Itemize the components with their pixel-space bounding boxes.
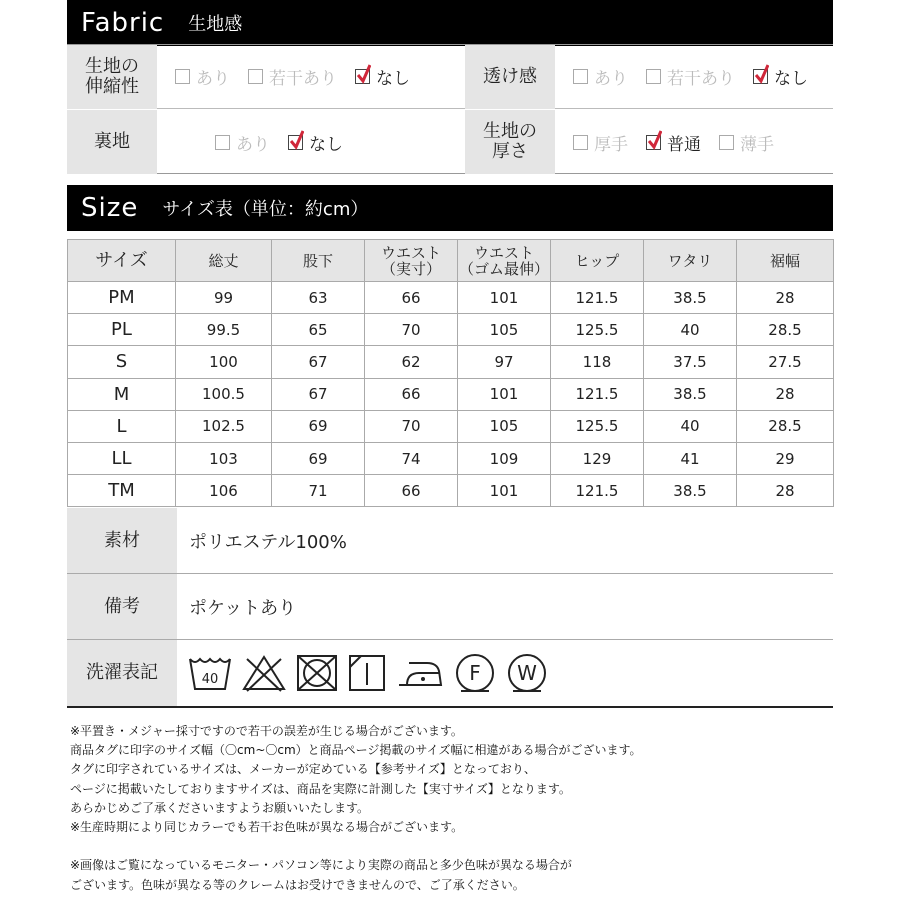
size-value-cell: 70: [365, 314, 458, 346]
size-header-cell: ウエスト （ゴム最伸）: [458, 240, 551, 282]
thickness-option-label: 薄手: [740, 134, 774, 155]
size-value-cell: 38.5: [644, 378, 737, 410]
table-row: [68, 475, 834, 507]
table-row: [68, 378, 834, 410]
table-row: [68, 282, 834, 314]
checked-box-icon: [288, 135, 303, 150]
note-line: [70, 837, 642, 856]
size-value-cell: 70: [365, 410, 458, 442]
note-line: あらかじめご了承くださいますようお願いいたします。: [70, 800, 370, 815]
size-table-header: [68, 240, 834, 282]
lining-option-1: [288, 130, 343, 155]
size-value-cell: 102.5: [176, 410, 272, 442]
dry-clean-letter: F: [469, 661, 481, 685]
iron-low-icon: [395, 653, 445, 693]
sheer-option-1: [646, 64, 735, 89]
size-value-cell: 62: [365, 346, 458, 378]
size-value-cell: 66: [365, 475, 458, 507]
notes: [70, 722, 642, 895]
stretch-option-1: [248, 64, 337, 89]
fabric-title-en: Fabric: [81, 8, 165, 38]
size-value-cell: 67: [272, 346, 365, 378]
size-value-cell: 121.5: [551, 378, 644, 410]
note-line: ※画像はご覧になっているモニター・パソコン等により実際の商品と多少色味が異なる場合が: [70, 858, 572, 873]
size-value-cell: 105: [458, 410, 551, 442]
checkbox-icon: [646, 69, 661, 84]
size-header-cell: 裾幅: [737, 240, 834, 282]
size-value-cell: 28.5: [737, 410, 834, 442]
size-value-cell: 118: [551, 346, 644, 378]
material-row: [67, 508, 833, 574]
size-value-cell: 38.5: [644, 475, 737, 507]
size-value-cell: 41: [644, 442, 737, 474]
lining-option-0: [215, 130, 270, 155]
wash-40-icon: [187, 653, 233, 693]
size-header-cell: サイズ: [68, 240, 176, 282]
size-value-cell: 69: [272, 442, 365, 474]
size-value-cell: 63: [272, 282, 365, 314]
dry-clean-f-icon: [453, 651, 497, 695]
size-value-cell: 129: [551, 442, 644, 474]
size-value-cell: 37.5: [644, 346, 737, 378]
table-row: [68, 314, 834, 346]
size-value-cell: 69: [272, 410, 365, 442]
size-value-cell: 100.5: [176, 378, 272, 410]
size-value-cell: 74: [365, 442, 458, 474]
stretch-option-0: [175, 64, 230, 89]
line-dry-shade-icon: [347, 653, 387, 693]
checked-box-icon: [355, 69, 370, 84]
note-line: ※平置き・メジャー採寸ですので若干の誤差が生じる場合がございます。: [70, 724, 463, 738]
size-value-cell: 106: [176, 475, 272, 507]
size-value-cell: 71: [272, 475, 365, 507]
checkbox-icon: [215, 135, 230, 150]
table-row: [68, 346, 834, 378]
size-value-cell: 101: [458, 378, 551, 410]
fabric-row-2: [67, 110, 833, 174]
note-line: ※生産時期により同じカラーでも若干お色味が異なる場合がございます。: [70, 819, 464, 834]
size-value-cell: 99: [176, 282, 272, 314]
lining-option-label: あり: [236, 134, 270, 155]
checked-box-icon: [646, 135, 661, 150]
checked-box-icon: [753, 69, 768, 84]
no-tumble-dry-icon: [295, 653, 339, 693]
stretch-option-2: [355, 64, 410, 89]
sheer-option-label: あり: [594, 69, 628, 89]
stretch-option-label: あり: [196, 69, 230, 89]
size-value-cell: 125.5: [551, 314, 644, 346]
stretch-option-label: 若干あり: [269, 69, 337, 89]
size-value-cell: 103: [176, 442, 272, 474]
size-name-cell: PM: [68, 282, 176, 314]
size-value-cell: 121.5: [551, 282, 644, 314]
size-value-cell: 65: [272, 314, 365, 346]
material-value: ポリエステル100%: [189, 531, 347, 553]
fabric-table: [67, 44, 833, 174]
checkbox-icon: [573, 69, 588, 84]
stretch-option-label: なし: [376, 69, 410, 89]
size-header-cell: ヒップ: [551, 240, 644, 282]
size-value-cell: 101: [458, 282, 551, 314]
wet-clean-letter: W: [517, 661, 537, 685]
size-value-cell: 66: [365, 282, 458, 314]
remarks-label: 備考: [67, 574, 177, 639]
note-line: 商品タグに印字のサイズ幅（〇cm~〇cm）と商品ページ掲載のサイズ幅に相違がある場合がございます。: [70, 743, 642, 758]
note-line: タグに印字されているサイズは、メーカーが定めている【参考サイズ】となっており、: [70, 762, 536, 777]
thickness-option-label: 普通: [667, 134, 701, 155]
size-header-cell: 総丈: [176, 240, 272, 282]
size-header-cell: 股下: [272, 240, 365, 282]
size-value-cell: 109: [458, 442, 551, 474]
material-label: 素材: [67, 508, 177, 573]
thickness-option-0: [573, 130, 628, 155]
size-name-cell: TM: [68, 475, 176, 507]
size-name-cell: LL: [68, 442, 176, 474]
size-value-cell: 121.5: [551, 475, 644, 507]
size-value-cell: 100: [176, 346, 272, 378]
size-title-jp: サイズ表（単位：約cm）: [162, 199, 369, 220]
size-value-cell: 66: [365, 378, 458, 410]
size-table: [67, 239, 834, 507]
remarks-value: ポケットあり: [189, 597, 297, 619]
size-value-cell: 28: [737, 475, 834, 507]
fabric-title-jp: 生地感: [188, 14, 243, 35]
size-value-cell: 28.5: [737, 314, 834, 346]
size-value-cell: 38.5: [644, 282, 737, 314]
thickness-option-1: [646, 130, 701, 155]
size-value-cell: 105: [458, 314, 551, 346]
note-line: ございます。色味が異なる等のクレームはお受けできませんので、ご了承ください。: [70, 877, 525, 892]
lining-option-label: なし: [309, 134, 343, 155]
care-row: [67, 640, 833, 708]
wet-clean-w-icon: [505, 651, 549, 695]
checkbox-icon: [248, 69, 263, 84]
thickness-option-label: 厚手: [594, 134, 628, 155]
thickness-option-2: [719, 130, 774, 155]
size-name-cell: S: [68, 346, 176, 378]
size-value-cell: 29: [737, 442, 834, 474]
lining-options: [215, 130, 465, 155]
sheer-option-0: [573, 64, 628, 89]
size-value-cell: 99.5: [176, 314, 272, 346]
checkbox-icon: [175, 69, 190, 84]
size-header-cell: ウエスト （実寸）: [365, 240, 458, 282]
size-value-cell: 125.5: [551, 410, 644, 442]
size-header: [67, 185, 833, 231]
table-row: [68, 442, 834, 474]
size-value-cell: 28: [737, 282, 834, 314]
no-bleach-icon: [241, 653, 287, 693]
size-name-cell: M: [68, 378, 176, 410]
sheer-option-label: なし: [774, 69, 808, 89]
size-title-en: Size: [81, 193, 139, 223]
stretch-options: [175, 64, 465, 89]
sheer-option-label: 若干あり: [667, 69, 735, 89]
size-value-cell: 40: [644, 314, 737, 346]
fabric-row-1: [67, 45, 833, 109]
size-name-cell: L: [68, 410, 176, 442]
wash-temp-text: 40: [201, 672, 219, 687]
remarks-row: [67, 574, 833, 640]
note-line: ページに掲載いたしておりますサイズは、商品を実際に計測した【実寸サイズ】となります。: [70, 781, 571, 796]
size-value-cell: 40: [644, 410, 737, 442]
size-value-cell: 97: [458, 346, 551, 378]
sheer-options: [573, 64, 826, 89]
size-header-cell: ワタリ: [644, 240, 737, 282]
care-label: 洗濯表記: [67, 640, 177, 706]
care-symbols: [187, 651, 557, 695]
size-value-cell: 67: [272, 378, 365, 410]
size-name-cell: PL: [68, 314, 176, 346]
size-value-cell: 27.5: [737, 346, 834, 378]
checkbox-icon: [573, 135, 588, 150]
size-value-cell: 28: [737, 378, 834, 410]
sheer-option-2: [753, 64, 808, 89]
fabric-header: [67, 0, 833, 46]
checkbox-icon: [719, 135, 734, 150]
stretch-label: 生地の 伸縮性: [67, 45, 157, 109]
size-value-cell: 101: [458, 475, 551, 507]
lining-label: 裏地: [67, 110, 157, 174]
table-row: [68, 410, 834, 442]
thickness-label: 生地の 厚さ: [465, 110, 555, 174]
thickness-options: [573, 130, 792, 155]
sheer-label: 透け感: [465, 45, 555, 109]
